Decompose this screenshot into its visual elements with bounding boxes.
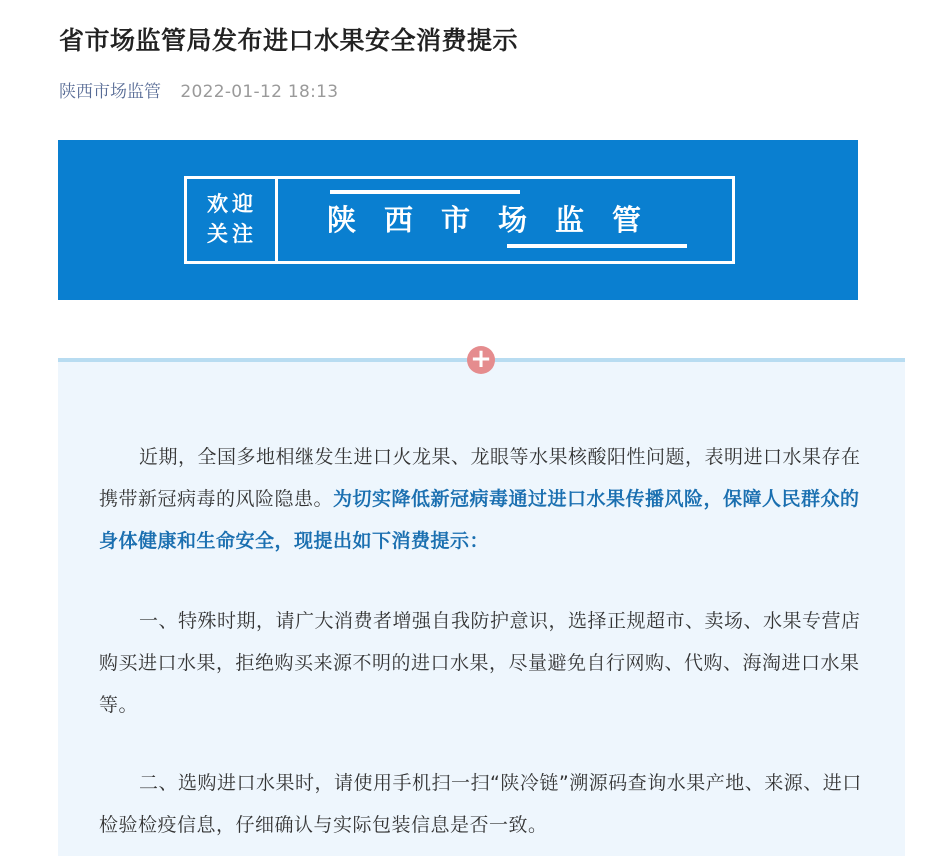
banner-bottom-bar <box>507 244 687 248</box>
article-title: 省市场监管局发布进口水果安全消费提示 <box>59 26 519 55</box>
article-meta <box>59 77 338 102</box>
article-content <box>58 358 905 856</box>
banner-divider <box>275 176 278 264</box>
welcome-line-1: 欢迎 <box>207 192 257 216</box>
follow-banner <box>58 140 858 300</box>
plus-circle-icon: + <box>467 346 495 374</box>
paragraph-intro <box>99 436 867 562</box>
banner-brand-text: 陕西市场监管 <box>327 203 670 237</box>
paragraph-tip-1: 一、特殊时期，请广大消费者增强自我防护意识，选择正规超市、卖场、水果专营店购买进口水果，拒绝购买来源不明的进口水果，尽量避免自行网购、代购、海淘进口水果等。 <box>99 610 861 716</box>
intro-highlight: 为切实降低新冠病毒通过进口水果传播风险，保障人民群众的身体健康和生命安全，现提出如下消费提示： <box>99 488 860 552</box>
banner-top-bar <box>330 190 520 194</box>
author-link[interactable]: 陕西市场监管 <box>59 82 161 102</box>
welcome-line-2: 关注 <box>207 222 257 246</box>
banner-frame <box>184 176 735 264</box>
intro-text: 近期，全国多地相继发生进口火龙果、龙眼等水果核酸阳性问题，表明进口水果存在携带新冠病毒的风险隐患。 <box>99 446 861 510</box>
paragraph-tip-2: 二、选购进口水果时，请使用手机扫一扫“陕冷链”溯源码查询水果产地、来源、进口检验检疫信息，仔细确认与实际包装信息是否一致。 <box>99 772 862 836</box>
publish-date: 2022-01-12 18:13 <box>180 82 339 102</box>
banner-welcome-text <box>195 189 269 249</box>
